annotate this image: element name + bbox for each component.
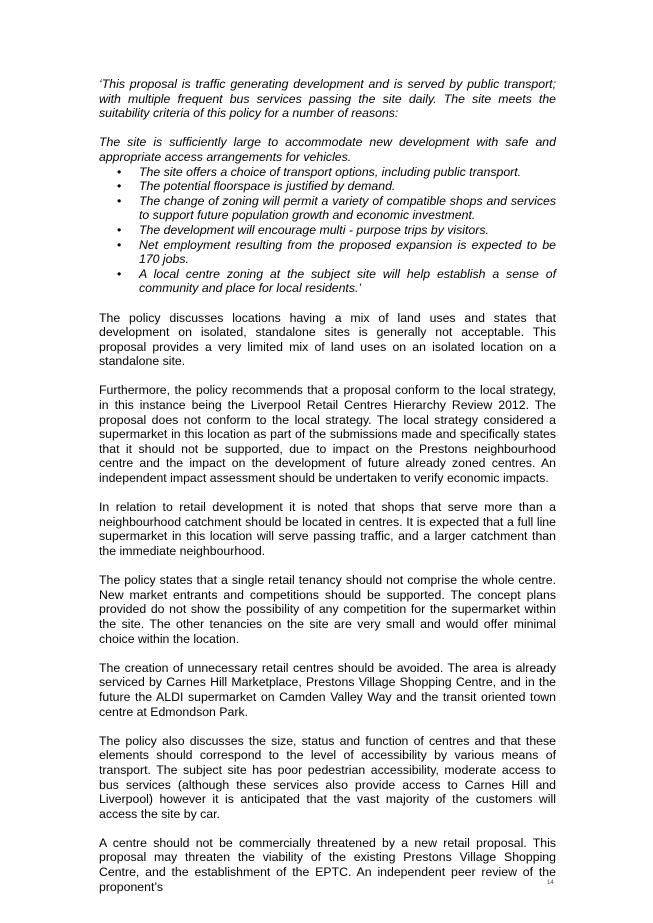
bullet-icon: • bbox=[117, 237, 122, 252]
bullet-icon: • bbox=[117, 193, 122, 208]
list-item: • A local centre zoning at the subject site will help establish a sense of community and place for local residents.’ bbox=[117, 266, 556, 296]
list-item: • The site offers a choice of transport options, including public transport. bbox=[117, 164, 522, 179]
criteria-list bbox=[99, 165, 556, 296]
bullet-icon: • bbox=[117, 222, 122, 237]
bullet-icon: • bbox=[117, 266, 122, 281]
paragraph-accessibility: The policy also discusses the size, status and function of centres and that these elements should correspond to the level of accessibility by various means of transport. The subject site has poor pedestrian accessibility, moderate access to bus services (although these services also provide access to Carnes Hill and Liverpool) however it is anticipated that the vast majority of the customers will access the site by car. bbox=[99, 733, 556, 821]
page-number: 14 bbox=[547, 880, 554, 886]
bullet-icon: • bbox=[117, 179, 122, 194]
paragraph-mixed-land-uses: The policy discusses locations having a mix of land uses and states that development on isolated, standalone sites is generally not acceptable. This proposal provides a very limited mix of land uses on an isolated location on a standalone site. bbox=[99, 310, 556, 369]
bullet-icon: • bbox=[117, 164, 122, 179]
paragraph-retail-catchment: In relation to retail development it is noted that shops that serve more than a neighbourhood catchment should be located in centres. It is expected that a full line supermarket in this location will serve passing traffic, and a larger catchment than the immediate neighbourhood. bbox=[99, 500, 556, 558]
list-item: • Net employment resulting from the proposed expansion is expected to be 170 jobs. bbox=[117, 237, 556, 267]
quote-intro: ‘This proposal is traffic generating development and is served by public transport; with multiple frequent bus services passing the site daily. The site meets the suitability criteria of this policy for a number of reasons: bbox=[99, 77, 556, 121]
body-text bbox=[99, 77, 556, 894]
paragraph-unnecessary-centres: The creation of unnecessary retail centres should be avoided. The area is already serviced by Carnes Hill Marketplace, Prestons Village Shopping Centre, and in the future the ALDI supermarket on Camden Valley Way and the transit oriented town centre at Edmondson Park. bbox=[99, 660, 556, 719]
quote-lead: The site is sufficiently large to accommodate new development with safe and appropriate access arrangements for vehicles. bbox=[99, 135, 556, 164]
paragraph-single-tenancy: The policy states that a single retail tenancy should not comprise the whole centre. New market entrants and competitions should be supported. The concept plans provided do not show the possibility of any competition for the supermarket within the site. The other tenancies on the site are very small and would offer minimal choice within the location. bbox=[99, 573, 556, 646]
paragraph-local-strategy: Furthermore, the policy recommends that a proposal conform to the local strategy, in this instance being the Liverpool Retail Centres Hierarchy Review 2012. The proposal does not conform to the local strategy. The local strategy considered a supermarket in this location as part of the submissions made and specifically states that it should not be supported, due to impact on the Prestons neighbourhood centre and the impact on the development of future already zoned centres. An independent impact assessment should be undertaken to verify economic impacts. bbox=[99, 383, 556, 486]
paragraph-commercial-threat: A centre should not be commercially threatened by a new retail proposal. This proposal may threaten the viability of the existing Prestons Village Shopping Centre, and the establishment of the EPTC. An independent peer review of the proponent’s bbox=[99, 835, 556, 894]
list-item: • The change of zoning will permit a variety of compatible shops and services to support future population growth and economic investment. bbox=[117, 193, 556, 223]
list-item: • The development will encourage multi - purpose trips by visitors. bbox=[117, 222, 489, 237]
list-item: • The potential floorspace is justified by demand. bbox=[117, 179, 396, 194]
